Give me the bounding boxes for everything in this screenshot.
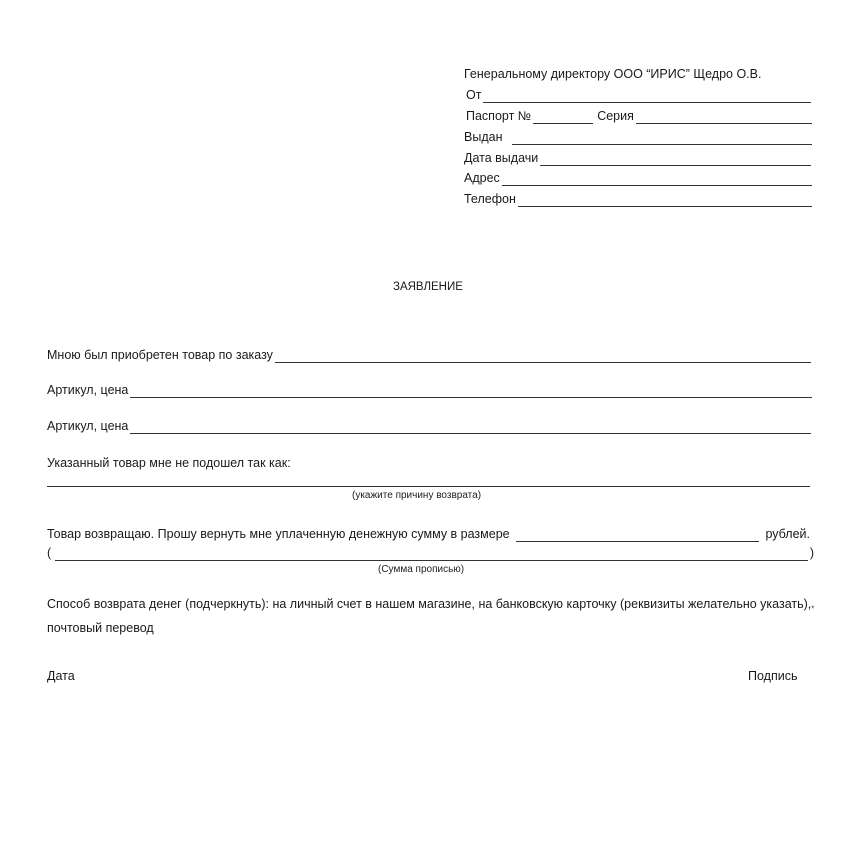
- address-label: Адрес: [464, 171, 500, 185]
- from-field[interactable]: [483, 90, 811, 103]
- refund-amount-field[interactable]: [516, 529, 760, 542]
- address-field[interactable]: [502, 173, 812, 186]
- passport-series-field[interactable]: [636, 111, 812, 124]
- article-field-2[interactable]: [130, 421, 811, 434]
- from-row: [466, 87, 811, 103]
- article-label-2: Артикул, цена: [47, 419, 129, 433]
- refund-method-tail: почтовый перевод: [47, 620, 154, 635]
- article-label-1: Артикул, цена: [47, 383, 129, 397]
- order-row: [47, 347, 811, 363]
- refund-method-paragraph: [47, 595, 819, 638]
- article-row-2: [47, 418, 811, 434]
- reason-label: Указанный товар мне не подошел так как:: [47, 456, 291, 470]
- order-label: Мною был приобретен товар по заказу: [47, 348, 273, 362]
- issued-row: [464, 129, 812, 145]
- phone-label: Телефон: [464, 192, 516, 206]
- passport-number-label: Паспорт №: [466, 109, 532, 123]
- sum-words-field[interactable]: [55, 548, 808, 561]
- issue-date-field[interactable]: [540, 153, 811, 166]
- issue-date-row: [464, 150, 811, 166]
- refund-currency: рублей.: [765, 527, 810, 541]
- reason-field[interactable]: [47, 486, 810, 487]
- sum-close-paren: ): [809, 546, 814, 560]
- passport-row: [466, 108, 812, 124]
- issue-date-label: Дата выдачи: [464, 151, 539, 165]
- passport-number-field[interactable]: [533, 111, 593, 124]
- passport-series-label: Серия: [597, 109, 634, 123]
- sum-open-paren: (: [47, 546, 52, 560]
- refund-method-mark: *: [811, 604, 815, 614]
- phone-field[interactable]: [518, 194, 812, 207]
- signature-label: Подпись: [748, 669, 798, 683]
- addressee-line: Генеральному директору ООО “ИРИС” Щедро О.В.: [464, 67, 762, 81]
- document-title: ЗАЯВЛЕНИЕ: [393, 281, 463, 293]
- refund-label: Товар возвращаю. Прошу вернуть мне уплаченную денежную сумму в размере: [47, 527, 510, 541]
- address-row: [464, 170, 812, 186]
- issued-field[interactable]: [512, 132, 812, 145]
- date-label: Дата: [47, 669, 75, 683]
- reason-hint: (укажите причину возврата): [352, 490, 482, 501]
- order-field[interactable]: [275, 350, 811, 363]
- article-field-1[interactable]: [130, 385, 812, 398]
- from-label: От: [466, 88, 482, 102]
- article-row-1: [47, 382, 812, 398]
- issued-label: Выдан: [464, 130, 503, 144]
- phone-row: [464, 191, 812, 207]
- sum-hint: (Сумма прописью): [378, 564, 465, 575]
- refund-row: [47, 526, 810, 542]
- sum-words-row: [47, 545, 814, 561]
- refund-method-text: Способ возврата денег (подчеркнуть): на личный счет в нашем магазине, на банковскую карточку (реквизиты желательно указать),: [47, 597, 812, 611]
